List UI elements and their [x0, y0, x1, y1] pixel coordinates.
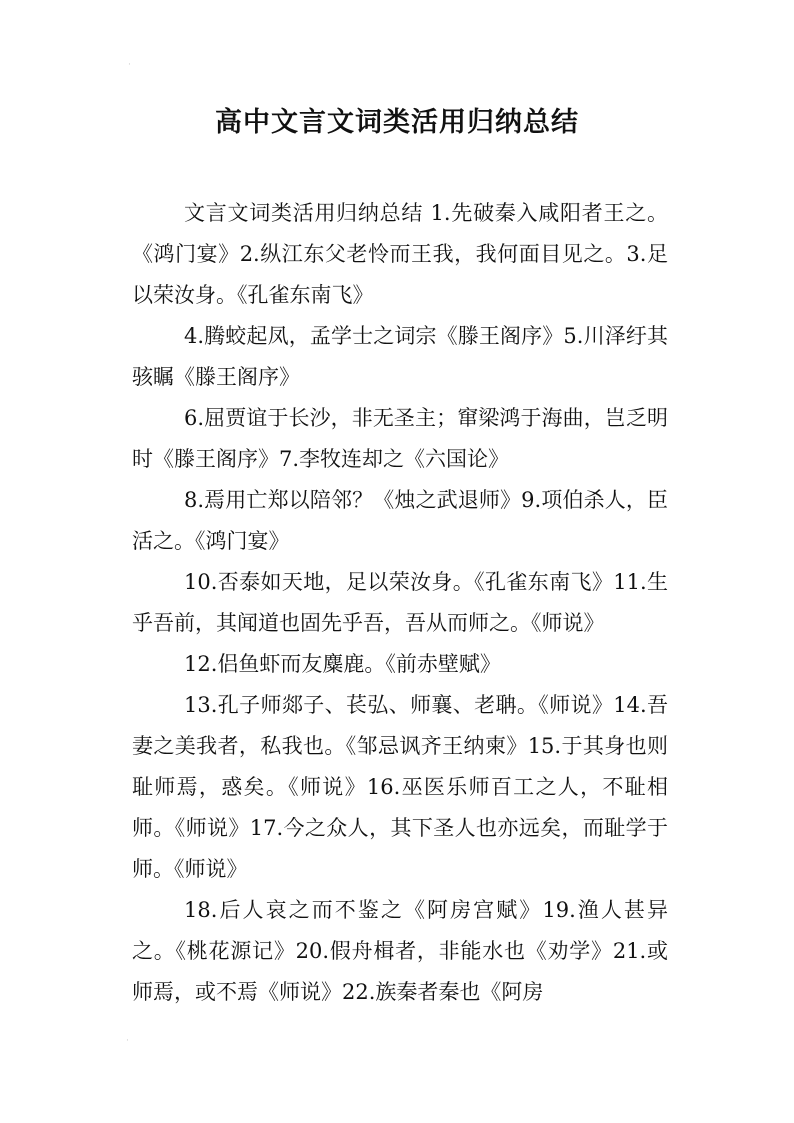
- paragraph-1: 文言文词类活用归纳总结 1.先破秦入咸阳者王之。《鸿门宴》2.纵江东父老怜而王我，我何面目见之。3.足以荣汝身。《孔雀东南飞》: [132, 201, 668, 307]
- paragraph-2: 4.腾蛟起凤，孟学士之词宗《滕王阁序》5.川泽纡其骇瞩《滕王阁序》: [132, 324, 668, 389]
- scan-speck-bottom: ·: [126, 1036, 129, 1046]
- scan-speck: ·: [128, 60, 131, 70]
- page-title: 高中文言文词类活用归纳总结: [215, 107, 579, 138]
- paragraph-3: 6.屈贾谊于长沙，非无圣主；窜梁鸿于海曲，岂乏明时《滕王阁序》7.李牧连却之《六国论》: [132, 406, 668, 471]
- paragraph-5: 10.否泰如天地，足以荣汝身。《孔雀东南飞》11.生乎吾前，其闻道也固先乎吾，吾从而师之。《师说》: [132, 570, 668, 635]
- paragraph-6: 12.侣鱼虾而友麋鹿。《前赤壁赋》: [184, 652, 501, 676]
- paragraph-8: 18.后人哀之而不鉴之《阿房宫赋》19.渔人甚异之。《桃花源记》20.假舟楫者，非能水也《劝学》21.或师焉，或不焉《师说》22.族秦者秦也《阿房: [132, 898, 668, 1004]
- paragraph-7: 13.孔子师郯子、苌弘、师襄、老聃。《师说》14.吾妻之美我者，私我也。《邹忌讽齐王纳柬》15.于其身也则耻师焉，惑矣。《师说》16.巫医乐师百工之人，不耻相师。《师说》17.今之众人，其下圣人也亦远矣，而耻学于师。《师说》: [132, 693, 668, 881]
- document-body: [132, 193, 668, 1013]
- paragraph-4: 8.焉用亡郑以陪邻？《烛之武退师》9.项伯杀人，臣活之。《鸿门宴》: [132, 488, 668, 553]
